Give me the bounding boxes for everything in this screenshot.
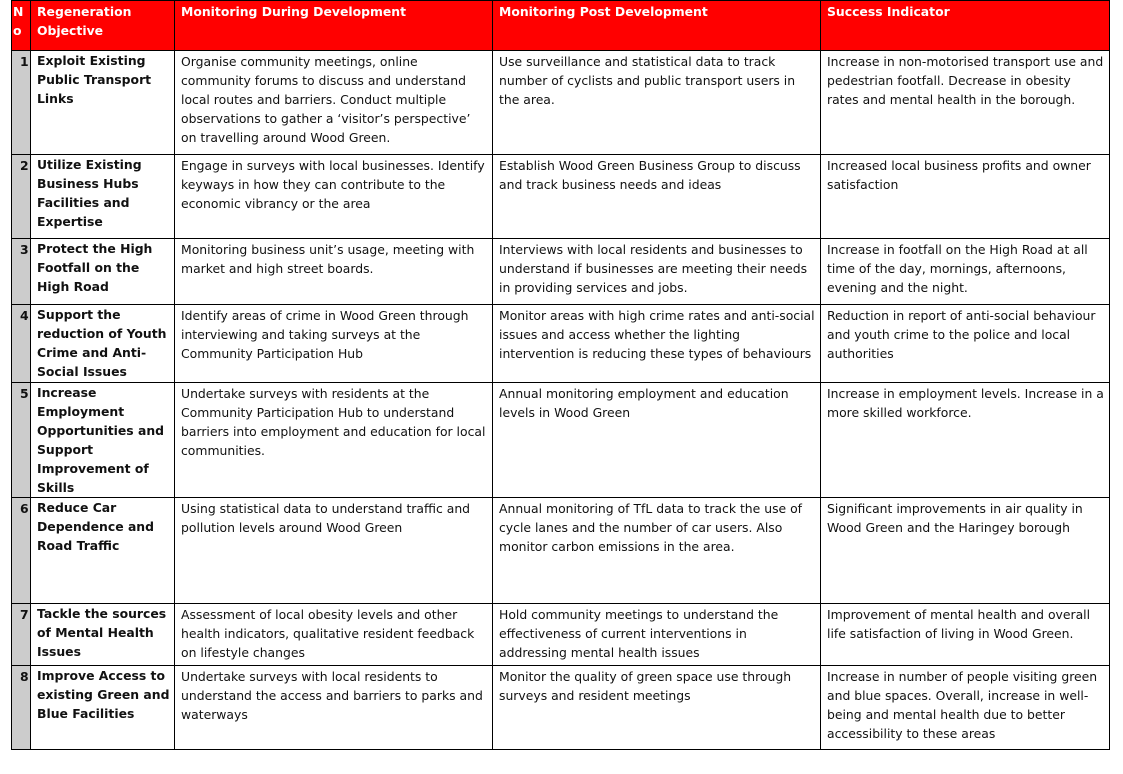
header-success-indicator: Success Indicator <box>821 1 1110 51</box>
table-row <box>12 239 1110 305</box>
row-number: 5 <box>12 383 31 498</box>
monitoring-post: Monitor the quality of green space use through surveys and resident meetings <box>493 666 821 750</box>
regeneration-objective: Utilize Existing Business Hubs Facilities and Expertise <box>31 155 175 239</box>
row-number: 2 <box>12 155 31 239</box>
row-number: 8 <box>12 666 31 750</box>
success-indicator: Increased local business profits and owner satisfaction <box>821 155 1110 239</box>
row-number: 7 <box>12 604 31 666</box>
table-row <box>12 498 1110 604</box>
monitoring-post: Monitor areas with high crime rates and anti-social issues and access whether the lighting intervention is reducing these types of behaviours <box>493 305 821 383</box>
monitoring-post: Annual monitoring of TfL data to track the use of cycle lanes and the number of car users. Also monitor carbon emissions in the area. <box>493 498 821 604</box>
success-indicator: Significant improvements in air quality in Wood Green and the Haringey borough <box>821 498 1110 604</box>
table-row <box>12 666 1110 750</box>
table-row <box>12 604 1110 666</box>
regeneration-objective: Increase Employment Opportunities and Support Improvement of Skills <box>31 383 175 498</box>
row-number: 1 <box>12 51 31 155</box>
regeneration-objective: Improve Access to existing Green and Blue Facilities <box>31 666 175 750</box>
header-monitoring-during: Monitoring During Development <box>175 1 493 51</box>
monitoring-during: Undertake surveys with residents at the Community Participation Hub to understand barriers into employment and education for local communities. <box>175 383 493 498</box>
regeneration-objective: Reduce Car Dependence and Road Traffic <box>31 498 175 604</box>
table-header-row <box>12 1 1110 51</box>
header-number: N o <box>12 1 31 51</box>
regeneration-objective: Protect the High Footfall on the High Road <box>31 239 175 305</box>
success-indicator: Increase in number of people visiting green and blue spaces. Overall, increase in well-being and mental health due to better accessibility to these areas <box>821 666 1110 750</box>
table-row <box>12 383 1110 498</box>
monitoring-post: Annual monitoring employment and education levels in Wood Green <box>493 383 821 498</box>
monitoring-during: Organise community meetings, online community forums to discuss and understand local routes and barriers. Conduct multiple observations to gather a ‘visitor’s perspective’ on travelling around Wood Green. <box>175 51 493 155</box>
monitoring-post: Hold community meetings to understand the effectiveness of current interventions in addressing mental health issues <box>493 604 821 666</box>
monitoring-during: Undertake surveys with local residents to understand the access and barriers to parks and waterways <box>175 666 493 750</box>
success-indicator: Reduction in report of anti-social behaviour and youth crime to the police and local authorities <box>821 305 1110 383</box>
monitoring-during: Monitoring business unit’s usage, meeting with market and high street boards. <box>175 239 493 305</box>
success-indicator: Improvement of mental health and overall life satisfaction of living in Wood Green. <box>821 604 1110 666</box>
success-indicator: Increase in footfall on the High Road at all time of the day, mornings, afternoons, evening and the night. <box>821 239 1110 305</box>
header-monitoring-post: Monitoring Post Development <box>493 1 821 51</box>
table-row <box>12 51 1110 155</box>
success-indicator: Increase in employment levels. Increase in a more skilled workforce. <box>821 383 1110 498</box>
row-number: 4 <box>12 305 31 383</box>
monitoring-during: Using statistical data to understand traffic and pollution levels around Wood Green <box>175 498 493 604</box>
success-indicator: Increase in non-motorised transport use and pedestrian footfall. Decrease in obesity rates and mental health in the borough. <box>821 51 1110 155</box>
table-row <box>12 155 1110 239</box>
monitoring-during: Assessment of local obesity levels and other health indicators, qualitative resident feedback on lifestyle changes <box>175 604 493 666</box>
regeneration-objective: Exploit Existing Public Transport Links <box>31 51 175 155</box>
regeneration-objective: Tackle the sources of Mental Health Issues <box>31 604 175 666</box>
table-row <box>12 305 1110 383</box>
monitoring-post: Use surveillance and statistical data to track number of cyclists and public transport users in the area. <box>493 51 821 155</box>
monitoring-during: Identify areas of crime in Wood Green through interviewing and taking surveys at the Community Participation Hub <box>175 305 493 383</box>
header-objective: Regeneration Objective <box>31 1 175 51</box>
row-number: 3 <box>12 239 31 305</box>
monitoring-post: Establish Wood Green Business Group to discuss and track business needs and ideas <box>493 155 821 239</box>
monitoring-during: Engage in surveys with local businesses. Identify keyways in how they can contribute to the economic vibrancy or the area <box>175 155 493 239</box>
monitoring-post: Interviews with local residents and businesses to understand if businesses are meeting their needs in providing services and jobs. <box>493 239 821 305</box>
regeneration-objective: Support the reduction of Youth Crime and Anti-Social Issues <box>31 305 175 383</box>
monitoring-table <box>11 0 1110 750</box>
document-page <box>11 0 1110 750</box>
row-number: 6 <box>12 498 31 604</box>
